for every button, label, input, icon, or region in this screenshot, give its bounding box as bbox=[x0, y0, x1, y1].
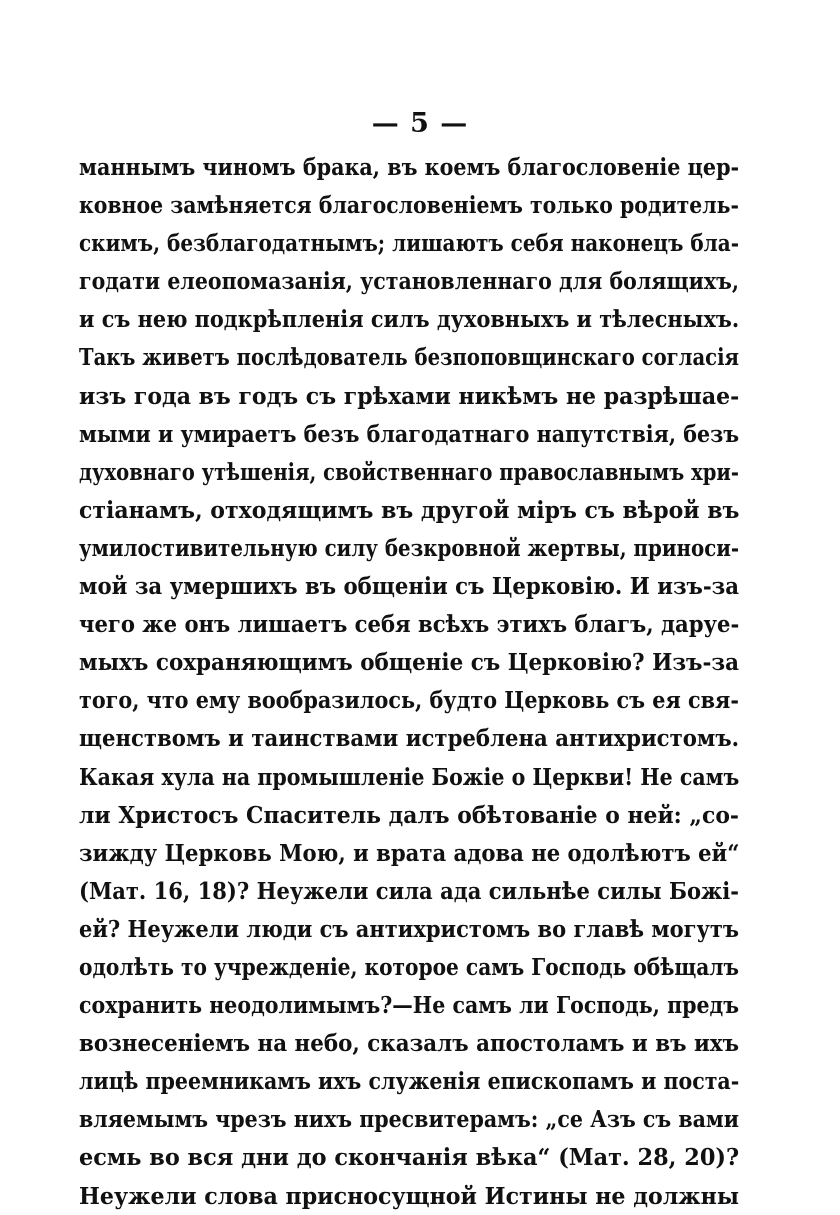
text-line: стіанамъ, отходящимъ въ другой міръ съ вѣрой въ bbox=[79, 495, 740, 524]
text-line: чего же онъ лишаетъ себя всѣхъ этихъ благъ, даруе- bbox=[79, 610, 740, 639]
text-line: мой за умершихъ въ общеніи съ Церковію. И изъ-за bbox=[79, 572, 739, 601]
text-line: маннымъ чиномъ брака, въ коемъ благословеніе цер- bbox=[79, 153, 740, 181]
text-line: лицѣ преемникамъ ихъ служенія епископамъ и поста- bbox=[79, 1067, 740, 1096]
text-line: мыми и умираетъ безъ благодатнаго напутствія, безъ bbox=[79, 419, 740, 448]
text-line: вляемымъ чрезъ нихъ пресвитерамъ: „се Азъ съ вами bbox=[79, 1105, 739, 1134]
text-line: Какая хула на промышленіе Божіе о Церкви! Не самъ bbox=[79, 762, 740, 791]
text-line: Неужели слова присносущной Истины не должны bbox=[79, 1181, 740, 1210]
text-line: (Мат. 16, 18)? Неужели сила ада сильнѣе силы Божі- bbox=[79, 876, 739, 905]
text-line: годати елеопомазанія, установленнаго для болящихъ, bbox=[79, 267, 739, 296]
text-line: сохранить неодолимымъ?—Не самъ ли Господь, предъ bbox=[79, 991, 739, 1020]
text-line: умилостивительную силу безкровной жертвы, приноси- bbox=[79, 533, 740, 562]
body-text bbox=[79, 148, 739, 1215]
page-number: — 5 — bbox=[371, 108, 469, 139]
text-line: и съ нею подкрѣпленія силъ духовныхъ и тѣлесныхъ. bbox=[79, 305, 740, 334]
text-line: ли Христосъ Спаситель далъ обѣтованіе о ней: „со- bbox=[79, 800, 739, 829]
text-line: того, что ему вообразилось, будто Церковь съ ея свя- bbox=[79, 686, 739, 715]
text-line: щенствомъ и таинствами истреблена антихристомъ. bbox=[79, 724, 739, 753]
text-line: мыхъ сохраняющимъ общеніе съ Церковію? Изъ-за bbox=[79, 648, 739, 677]
text-line: ковное замѣняется благословеніемъ только родитель- bbox=[79, 191, 739, 220]
text-line: Такъ живетъ послѣдователь безпоповщинскаго согласія bbox=[79, 343, 739, 372]
text-line: вознесеніемъ на небо, сказалъ апостоламъ и въ ихъ bbox=[79, 1029, 739, 1058]
text-line: ей? Неужели люди съ антихристомъ во главѣ могутъ bbox=[79, 914, 739, 943]
text-line: одолѣть то учрежденіе, которое самъ Господь обѣщалъ bbox=[79, 952, 739, 981]
text-line: духовнаго утѣшенія, свойственнаго православнымъ хри- bbox=[79, 457, 739, 486]
text-line: зижду Церковь Мою, и врата адова не одолѣютъ ей“ bbox=[79, 838, 740, 867]
text-line: есмь во вся дни до скончанія вѣка“ (Мат. 28, 20)? bbox=[79, 1143, 740, 1172]
text-line: изъ года въ годъ съ грѣхами никѣмъ не разрѣшае- bbox=[79, 381, 740, 410]
text-line: скимъ, безблагодатнымъ; лишаютъ себя наконецъ бла- bbox=[79, 229, 740, 258]
